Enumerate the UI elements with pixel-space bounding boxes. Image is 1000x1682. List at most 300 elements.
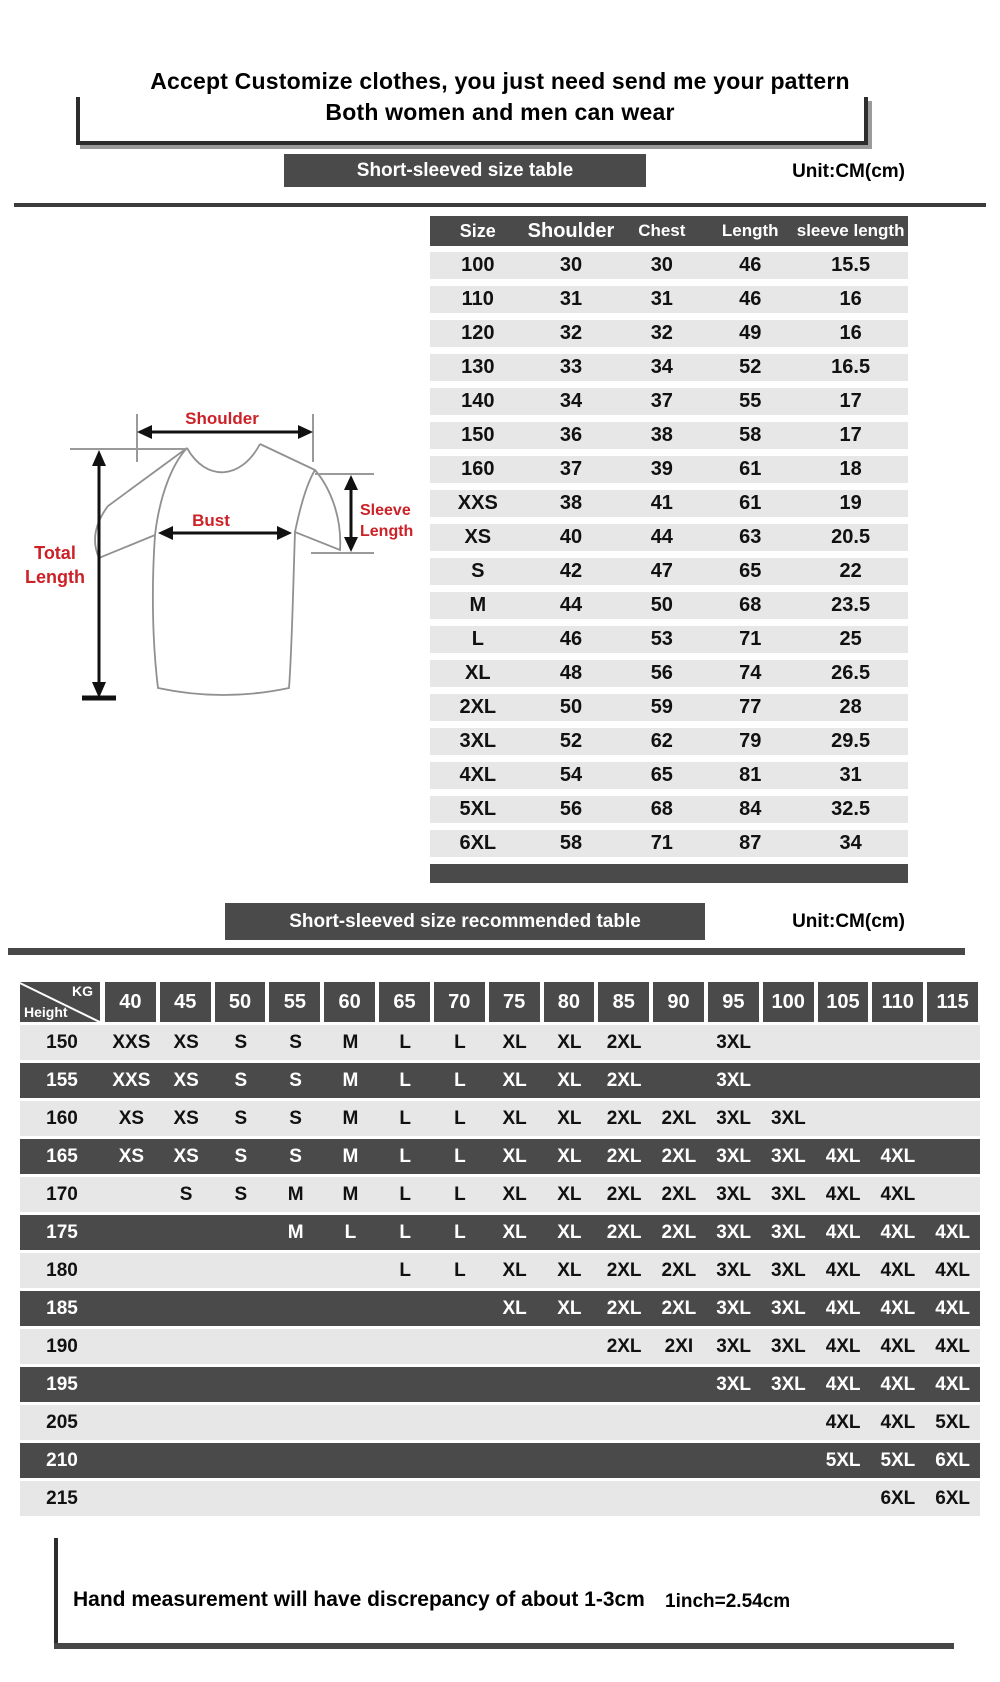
size-table-cell: 65 [650, 764, 673, 786]
size-recommendation-cell [433, 1481, 488, 1516]
size-recommendation-cell: 2XL [661, 1298, 697, 1319]
size-recommendation-cell: 2XL [606, 1336, 642, 1357]
size-recommendation-cell: 3XL [716, 1222, 752, 1243]
size-recommendation-cell [816, 1025, 871, 1060]
size-table-cell: 2XL [459, 696, 497, 718]
size-recommendation-cell: L [454, 1146, 466, 1167]
size-recommendation-cell [761, 1063, 816, 1098]
weight-column-header: 50 [215, 982, 266, 1022]
matrix-row [20, 1443, 980, 1478]
corner-kg-label: KG [72, 983, 93, 999]
divider-bottom [54, 1643, 954, 1649]
size-recommendation-cell: L [454, 1222, 466, 1243]
size-recommendation-cell [925, 1177, 980, 1212]
divider-middle [8, 948, 965, 955]
size-recommendation-cell [925, 1139, 980, 1174]
size-recommendation-cell: 6XL [935, 1488, 971, 1509]
size-recommendation-cell: XL [557, 1146, 582, 1167]
size-table-cell: 54 [559, 764, 583, 786]
size-table-cell: 4XL [459, 764, 497, 786]
size-table-cell: 25 [839, 628, 862, 650]
size-recommendation-cell [487, 1329, 542, 1364]
size-recommendation-cell: L [399, 1146, 411, 1167]
size-recommendation-cell: M [342, 1070, 359, 1091]
size-recommendation-cell: L [454, 1184, 466, 1205]
matrix-row [20, 1101, 980, 1136]
size-table-cell: 42 [559, 560, 583, 582]
size-table-row [430, 252, 908, 279]
size-table-row [430, 388, 908, 415]
size-recommendation-cell: L [399, 1070, 411, 1091]
size-recommendation-cell: XL [557, 1108, 582, 1129]
matrix-row [20, 1481, 980, 1516]
size-table-cell: 17 [839, 424, 862, 446]
size-recommendation-cell [925, 1025, 980, 1060]
size-recommendation-cell: S [234, 1070, 248, 1091]
size-recommendation-cell [871, 1063, 926, 1098]
size-recommendation-cell: L [399, 1108, 411, 1129]
recommend-table-title-bar: Short-sleeved size recommended table [225, 903, 705, 940]
weight-column-header: 100 [763, 982, 814, 1022]
total-length-label-line1: Total [34, 543, 76, 563]
weight-column-header: 75 [489, 982, 540, 1022]
weight-column-header: 110 [872, 982, 923, 1022]
size-recommendation-cell [761, 1443, 816, 1478]
size-recommendation-cell: M [342, 1108, 359, 1129]
size-recommendation-cell: 3XL [716, 1298, 752, 1319]
size-table-cell: 65 [739, 560, 762, 582]
size-table-cell: 37 [559, 458, 583, 480]
size-recommendation-cell: 2XL [606, 1222, 642, 1243]
size-recommendation-cell [378, 1443, 433, 1478]
size-recommendation-cell [433, 1443, 488, 1478]
size-recommendation-cell: M [342, 1032, 359, 1053]
size-recommendation-cell: 6XL [935, 1450, 971, 1471]
size-column-header: Size [459, 221, 496, 241]
size-recommendation-cell: 4XL [935, 1336, 971, 1357]
height-row-label: 150 [46, 1032, 78, 1053]
size-recommendation-cell: 2XL [606, 1070, 642, 1091]
size-recommendation-cell [159, 1367, 214, 1402]
size-table-cell: 15.5 [831, 254, 871, 276]
size-recommendation-cell [214, 1253, 269, 1288]
size-recommendation-cell: XL [502, 1260, 527, 1281]
size-table-row [430, 796, 908, 823]
size-table-cell: 52 [559, 730, 583, 752]
size-table-cell: XS [464, 526, 492, 548]
size-recommendation-cell [652, 1481, 707, 1516]
size-table-cell: 44 [650, 526, 673, 548]
size-table-cell: XL [465, 662, 491, 684]
height-row-label: 170 [46, 1184, 78, 1205]
size-table-cell: 41 [650, 492, 673, 514]
size-recommendation-cell: 5XL [825, 1450, 861, 1471]
size-column-header: Shoulder [527, 220, 615, 242]
size-recommendation-cell [214, 1367, 269, 1402]
size-recommendation-cell: XL [557, 1070, 582, 1091]
size-recommendation-cell [159, 1405, 214, 1440]
weight-column-header: 80 [544, 982, 595, 1022]
size-table-footer-bar [430, 864, 908, 883]
matrix-corner-cell [20, 982, 100, 1022]
size-recommendation-cell: XS [173, 1032, 199, 1053]
size-recommendation-cell: 6XL [880, 1488, 916, 1509]
size-recommendation-cell: 2XL [606, 1108, 642, 1129]
matrix-row [20, 1177, 980, 1212]
matrix-row [20, 1291, 980, 1326]
size-recommendation-cell [925, 1101, 980, 1136]
size-recommendation-cell [268, 1291, 323, 1326]
height-row-label: 195 [46, 1374, 78, 1395]
size-recommendation-cell: L [454, 1070, 466, 1091]
size-table-row [430, 524, 908, 551]
size-table-cell: 160 [461, 458, 495, 480]
size-recommendation-cell: M [287, 1184, 304, 1205]
size-table-cell: 56 [559, 798, 583, 820]
size-recommendation-cell [378, 1405, 433, 1440]
matrix-row [20, 1063, 980, 1098]
size-recommendation-cell: XS [118, 1108, 145, 1129]
size-table-cell: 18 [839, 458, 862, 480]
size-recommendation-cell [323, 1291, 378, 1326]
size-table-cell: 130 [461, 356, 495, 378]
size-table-row [430, 592, 908, 619]
size-recommendation-cell [433, 1291, 488, 1326]
size-recommendation-cell [761, 1481, 816, 1516]
size-recommendation-cell [268, 1329, 323, 1364]
size-table [430, 216, 908, 883]
size-recommendation-cell [323, 1443, 378, 1478]
size-recommendation-cell [706, 1443, 761, 1478]
size-recommendation-cell: XS [118, 1146, 145, 1167]
size-recommendation-cell [652, 1025, 707, 1060]
size-table-cell: 59 [650, 696, 673, 718]
height-row-label: 175 [46, 1222, 78, 1243]
footnote-left-rule [54, 1538, 58, 1648]
size-table-cell: 19 [839, 492, 862, 514]
size-table-cell: 50 [650, 594, 673, 616]
size-recommendation-cell [323, 1329, 378, 1364]
size-table-cell: 77 [739, 696, 762, 718]
size-table-cell: 17 [839, 390, 862, 412]
height-row-label: 165 [46, 1146, 78, 1167]
size-recommendation-cell [214, 1215, 269, 1250]
size-recommendation-cell: 4XL [935, 1374, 971, 1395]
size-recommendation-cell [104, 1443, 159, 1478]
size-recommendation-cell [816, 1101, 871, 1136]
size-recommendation-cell: 3XL [770, 1260, 806, 1281]
size-recommendation-cell: 3XL [716, 1336, 752, 1357]
size-recommendation-cell: L [454, 1260, 466, 1281]
size-recommendation-cell [542, 1329, 597, 1364]
size-recommendation-cell: S [289, 1032, 302, 1053]
size-table-cell: 79 [739, 730, 762, 752]
size-table-cell: 6XL [459, 832, 497, 854]
size-column-header: Length [721, 221, 779, 240]
size-recommendation-cell: L [399, 1260, 411, 1281]
weight-column-header: 85 [598, 982, 649, 1022]
size-recommendation-cell: 4XL [880, 1374, 916, 1395]
size-recommendation-cell [871, 1025, 926, 1060]
size-recommendation-cell [378, 1291, 433, 1326]
size-recommendation-cell [214, 1329, 269, 1364]
size-table-cell: 34 [839, 832, 862, 854]
size-table-cell: 32.5 [831, 798, 871, 820]
size-table-row [430, 320, 908, 347]
weight-column-header: 70 [434, 982, 485, 1022]
size-recommendation-cell [214, 1291, 269, 1326]
size-recommendation-cell: 4XL [880, 1260, 916, 1281]
size-recommendation-cell [761, 1025, 816, 1060]
weight-column-header: 90 [653, 982, 704, 1022]
matrix-row [20, 1215, 980, 1250]
weight-column-header: 65 [379, 982, 430, 1022]
size-recommendation-cell [378, 1367, 433, 1402]
bust-label: Bust [192, 511, 230, 530]
page-title-line2: Both women and men can wear [325, 99, 675, 125]
size-table-cell: 36 [559, 424, 583, 446]
size-table-cell: 50 [559, 696, 583, 718]
size-recommendation-cell: S [234, 1184, 248, 1205]
size-recommendation-cell: 4XL [880, 1298, 916, 1319]
size-recommendation-cell: 3XL [716, 1108, 752, 1129]
height-row-label: 215 [46, 1488, 78, 1509]
size-table-cell: 26.5 [831, 662, 871, 684]
total-length-label-line2: Length [25, 567, 85, 587]
size-recommendation-cell: 4XL [825, 1184, 861, 1205]
matrix-row [20, 1367, 980, 1402]
size-table-row [430, 456, 908, 483]
size-table-cell: 61 [739, 492, 762, 514]
size-recommendation-cell [925, 1063, 980, 1098]
size-recommendation-cell [433, 1405, 488, 1440]
size-table-cell: 16.5 [831, 356, 871, 378]
size-table-cell: 100 [461, 254, 495, 276]
size-recommendation-cell [104, 1253, 159, 1288]
size-recommendation-cell: 4XL [825, 1146, 861, 1167]
size-table-cell: 55 [739, 390, 762, 412]
height-row-label: 155 [46, 1070, 78, 1091]
size-recommendation-cell: 5XL [935, 1412, 971, 1433]
size-recommendation-cell: L [399, 1222, 411, 1243]
size-recommendation-cell: XL [557, 1032, 582, 1053]
size-recommendation-cell: 2XI [664, 1336, 694, 1357]
size-recommendation-cell: XL [502, 1222, 527, 1243]
size-recommendation-cell: L [399, 1032, 411, 1053]
size-recommendation-cell [159, 1443, 214, 1478]
height-row-label: 210 [46, 1450, 78, 1471]
page-title-line1: Accept Customize clothes, you just need send me your pattern [150, 68, 850, 94]
size-recommendation-cell [761, 1405, 816, 1440]
size-table-cell: 31 [650, 288, 673, 310]
size-table-unit-label: Unit:CM(cm) [792, 161, 905, 182]
size-recommendation-cell: XL [557, 1298, 582, 1319]
matrix-row [20, 1139, 980, 1174]
size-table-cell: 38 [650, 424, 673, 446]
size-recommendation-cell: S [234, 1146, 248, 1167]
size-recommendation-cell: 4XL [825, 1412, 861, 1433]
size-recommendation-cell: M [342, 1184, 359, 1205]
size-table-cell: 68 [739, 594, 762, 616]
size-recommendation-cell: M [287, 1222, 304, 1243]
size-recommendation-cell: L [454, 1032, 466, 1053]
size-recommendation-cell: L [454, 1108, 466, 1129]
size-recommendation-cell: 2XL [661, 1108, 697, 1129]
size-table-cell: 120 [461, 322, 495, 344]
size-recommendation-cell [487, 1443, 542, 1478]
height-row-label: 205 [46, 1412, 78, 1433]
size-recommendation-cell: 2XL [606, 1032, 642, 1053]
size-recommendation-cell [652, 1405, 707, 1440]
size-recommendation-cell [214, 1481, 269, 1516]
size-recommendation-cell: 4XL [825, 1222, 861, 1243]
size-table-cell: 62 [650, 730, 673, 752]
size-recommendation-cell: 2XL [606, 1184, 642, 1205]
size-recommendation-cell [706, 1481, 761, 1516]
size-table-cell: XXS [457, 492, 498, 514]
size-recommendation-cell: 4XL [880, 1222, 916, 1243]
matrix-row [20, 1329, 980, 1364]
size-recommendation-cell [268, 1443, 323, 1478]
size-recommendation-cell [104, 1405, 159, 1440]
size-table-cell: 31 [839, 764, 862, 786]
size-table-row [430, 728, 908, 755]
matrix-row [20, 1025, 980, 1060]
height-row-label: 160 [46, 1108, 78, 1129]
size-recommendation-cell [159, 1329, 214, 1364]
size-recommendation-cell [487, 1405, 542, 1440]
size-table-cell: 33 [559, 356, 583, 378]
size-recommendation-cell: 3XL [716, 1070, 752, 1091]
size-recommendation-cell [159, 1253, 214, 1288]
weight-column-header: 40 [105, 982, 156, 1022]
size-recommendation-cell [652, 1367, 707, 1402]
size-recommendation-cell: 5XL [880, 1450, 916, 1471]
size-recommendation-cell [268, 1367, 323, 1402]
size-recommendation-cell: XXS [112, 1032, 151, 1053]
size-recommendation-cell [104, 1481, 159, 1516]
size-recommendation-cell: L [399, 1184, 411, 1205]
size-recommendation-cell: XL [502, 1146, 527, 1167]
size-recommendation-cell [597, 1443, 652, 1478]
size-recommendation-cell [104, 1329, 159, 1364]
size-recommendation-cell: XL [502, 1298, 527, 1319]
size-recommendation-cell: XL [557, 1222, 582, 1243]
size-recommendation-cell: XL [502, 1108, 527, 1129]
title-frame [76, 97, 868, 145]
size-recommendation-cell: XS [173, 1070, 199, 1091]
size-recommendation-cell [542, 1443, 597, 1478]
size-table-cell: 84 [739, 798, 762, 820]
size-table-cell: 38 [559, 492, 583, 514]
size-table-cell: 30 [650, 254, 673, 276]
size-recommendation-cell: 4XL [825, 1298, 861, 1319]
size-recommendation-cell [816, 1063, 871, 1098]
size-recommendation-cell [104, 1177, 159, 1212]
matrix-row [20, 1405, 980, 1440]
tshirt-outline [95, 444, 340, 695]
size-table-cell: 71 [739, 628, 762, 650]
weight-column-header: 115 [927, 982, 978, 1022]
size-recommendation-cell [652, 1063, 707, 1098]
size-table-row [430, 286, 908, 313]
size-table-cell: 49 [739, 322, 762, 344]
size-recommendation-cell: 2XL [606, 1260, 642, 1281]
measurement-arrows [82, 425, 358, 698]
size-table-cell: S [471, 560, 485, 582]
size-recommendation-cell [268, 1253, 323, 1288]
size-table-cell: 23.5 [831, 594, 871, 616]
size-recommendation-cell [597, 1367, 652, 1402]
size-recommendation-cell [706, 1405, 761, 1440]
size-recommendation-cell [597, 1405, 652, 1440]
matrix-row [20, 1253, 980, 1288]
size-table-cell: 37 [650, 390, 673, 412]
size-table-row [430, 762, 908, 789]
size-recommendation-cell [652, 1443, 707, 1478]
weight-column-header: 45 [160, 982, 211, 1022]
size-table-cell: 3XL [459, 730, 497, 752]
size-recommendation-cell [433, 1329, 488, 1364]
matrix-header-row [20, 982, 980, 1022]
weight-column-header: 55 [269, 982, 320, 1022]
size-recommendation-cell [542, 1405, 597, 1440]
weight-column-header: 60 [324, 982, 375, 1022]
size-table-cell: 48 [559, 662, 583, 684]
size-table-cell: 71 [650, 832, 673, 854]
size-recommendation-cell: S [234, 1108, 248, 1129]
weight-column-header: 105 [818, 982, 869, 1022]
size-recommendation-cell: 2XL [661, 1146, 697, 1167]
size-recommendation-cell [871, 1101, 926, 1136]
size-table-cell: L [471, 628, 484, 650]
size-table-cell: 56 [650, 662, 673, 684]
size-recommendation-cell: 2XL [661, 1184, 697, 1205]
size-recommendation-cell: L [344, 1222, 357, 1243]
size-table-row [430, 558, 908, 585]
size-recommendation-cell [323, 1481, 378, 1516]
size-table-cell: 31 [559, 288, 583, 310]
size-table-cell: M [469, 594, 487, 616]
size-recommendation-cell [104, 1215, 159, 1250]
size-table-cell: 32 [559, 322, 583, 344]
size-recommendation-cell: XL [557, 1184, 582, 1205]
size-recommendation-cell: 4XL [880, 1184, 916, 1205]
size-recommendation-cell: XS [173, 1146, 199, 1167]
size-recommendation-cell [104, 1291, 159, 1326]
size-recommendation-cell: 3XL [716, 1146, 752, 1167]
size-recommendation-cell [816, 1481, 871, 1516]
height-row-label: 190 [46, 1336, 78, 1357]
size-recommendation-cell: 2XL [606, 1146, 642, 1167]
size-table-cell: 20.5 [831, 526, 871, 548]
footnote-text: Hand measurement will have discrepancy of about 1-3cm [73, 1588, 645, 1611]
size-table-cell: 34 [559, 390, 583, 412]
size-recommendation-cell: 4XL [880, 1336, 916, 1357]
size-table-header-row [430, 216, 908, 246]
size-recommendation-cell [268, 1481, 323, 1516]
size-column-header: Chest [638, 221, 686, 240]
divider-top [14, 203, 986, 207]
height-row-label: 185 [46, 1298, 78, 1319]
size-recommendation-cell: 4XL [935, 1298, 971, 1319]
size-recommendation-cell: XL [502, 1184, 527, 1205]
size-table-row [430, 626, 908, 653]
size-table-cell: 74 [739, 662, 762, 684]
size-table-row [430, 354, 908, 381]
size-table-cell: 110 [461, 288, 494, 310]
size-recommendation-cell [159, 1291, 214, 1326]
